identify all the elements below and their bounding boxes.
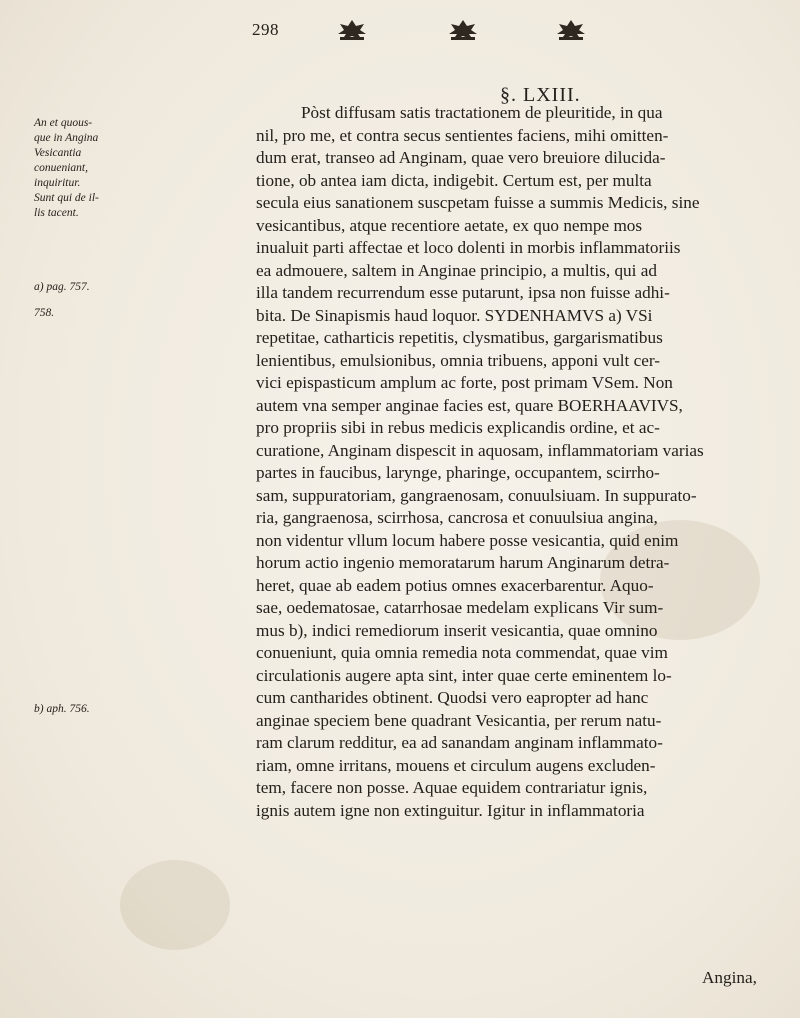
text-line: Pòst diffusam satis tractationem de pleuritide, in qua <box>301 103 663 122</box>
text-line: conueniunt, quia omnia remedia nota commendat, quae vim <box>256 643 668 662</box>
text-line: nil, pro me, et contra secus sentientes faciens, mihi omitten- <box>256 125 669 145</box>
marginal-line: Sunt qui de il- <box>34 192 99 204</box>
marginal-line: inquiritur. <box>34 177 81 189</box>
section-heading: §. LXIII. <box>500 84 581 106</box>
text-line: bita. De Sinapismis haud loquor. SYDENHAMVS a) VSi <box>256 305 653 325</box>
text-line: curatione, Anginam dispescit in aquosam, inflammatoriam varias <box>256 440 704 460</box>
text-line: ea admouere, saltem in Anginae principio, a multis, qui ad <box>256 260 657 280</box>
text-line: vici epispasticum amplum ac forte, post primam VSem. Non <box>256 373 673 392</box>
marginal-line: conueniant, <box>34 162 88 174</box>
marginal-line: An et quous- <box>34 117 93 129</box>
text-line: repetitae, catharticis repetitis, clysmatibus, gargarismatibus <box>256 328 663 347</box>
text-line: autem vna semper anginae facies est, quare BOERHAAVIVS, <box>256 395 683 415</box>
marginal-reference-a: a) pag. 757. <box>34 281 90 293</box>
main-text <box>256 102 778 822</box>
text-line: illa tandem recurrendum esse putarunt, ipsa non fuisse adhi- <box>256 283 670 302</box>
text-line: circulationis augere apta sint, inter quae certe eminentem lo- <box>256 665 672 685</box>
text-line: dum erat, transeo ad Anginam, quae vero breuiore dilucida- <box>256 148 666 167</box>
text-line: secula eius sanationem suscpetam fuisse a summis Medicis, sine <box>256 193 700 212</box>
text-line: vesicantibus, atque recentiore aetate, ex quo nempe mos <box>256 215 643 235</box>
text-line: ignis autem igne non extinguitur. Igitur in inflammatoria <box>256 800 645 820</box>
text-line: tem, facere non posse. Aquae equidem contrariatur ignis, <box>256 778 648 797</box>
catchword: Angina, <box>702 968 757 987</box>
text-line: sam, suppuratoriam, gangraenosam, conuulsiuam. In suppurato- <box>256 485 697 505</box>
text-line: horum actio ingenio memoratarum harum Anginarum detra- <box>256 553 670 572</box>
page-number: 298 <box>252 20 279 39</box>
text-line: mus b), indici remediorum inserit vesicantia, quae omnino <box>256 620 658 640</box>
text-line: sae, oedematosae, catarrhosae medelam explicans Vir sum- <box>256 598 664 617</box>
text-line: cum cantharides obtinent. Quodsi vero eapropter ad hanc <box>256 688 649 707</box>
ornament-icon <box>336 18 368 42</box>
text-line: ram clarum redditur, ea ad sanandam anginam inflammato- <box>256 733 663 752</box>
marginal-reference-b: b) aph. 756. <box>34 703 90 715</box>
running-header <box>0 18 800 58</box>
text-line: riam, omne irritans, mouens et circulum augens excluden- <box>256 755 656 775</box>
marginal-line: Vesicantia <box>34 147 82 159</box>
marginal-line: lis tacent. <box>34 207 79 219</box>
marginal-reference-a-cont: 758. <box>34 307 55 319</box>
paper-stain <box>120 860 230 950</box>
ornament-icon <box>447 18 479 42</box>
text-line: anginae speciem bene quadrant Vesicantia, per rerum natu- <box>256 710 662 730</box>
text-line: tione, ob antea iam dicta, indigebit. Certum est, per multa <box>256 170 652 190</box>
text-line: partes in faucibus, larynge, pharinge, occupantem, scirrho- <box>256 463 660 482</box>
text-line: non videntur vllum locum habere posse vesicantia, quid enim <box>256 530 679 550</box>
text-line: ria, gangraenosa, scirrhosa, cancrosa et conuulsiua angina, <box>256 508 658 527</box>
text-line: inualuit parti affectae et loco dolenti in morbis inflammatoriis <box>256 238 681 257</box>
text-line: lenientibus, emulsionibus, omnia tribuens, apponi vult cer- <box>256 350 660 370</box>
text-line: pro propriis sibi in rebus medicis explicandis ordine, et ac- <box>256 418 660 437</box>
ornament-icon <box>555 18 587 42</box>
marginal-note-topic <box>34 116 99 221</box>
marginal-line: que in Angina <box>34 132 99 144</box>
text-line: heret, quae ab eadem potius omnes exacerbarentur. Aquo- <box>256 575 654 595</box>
